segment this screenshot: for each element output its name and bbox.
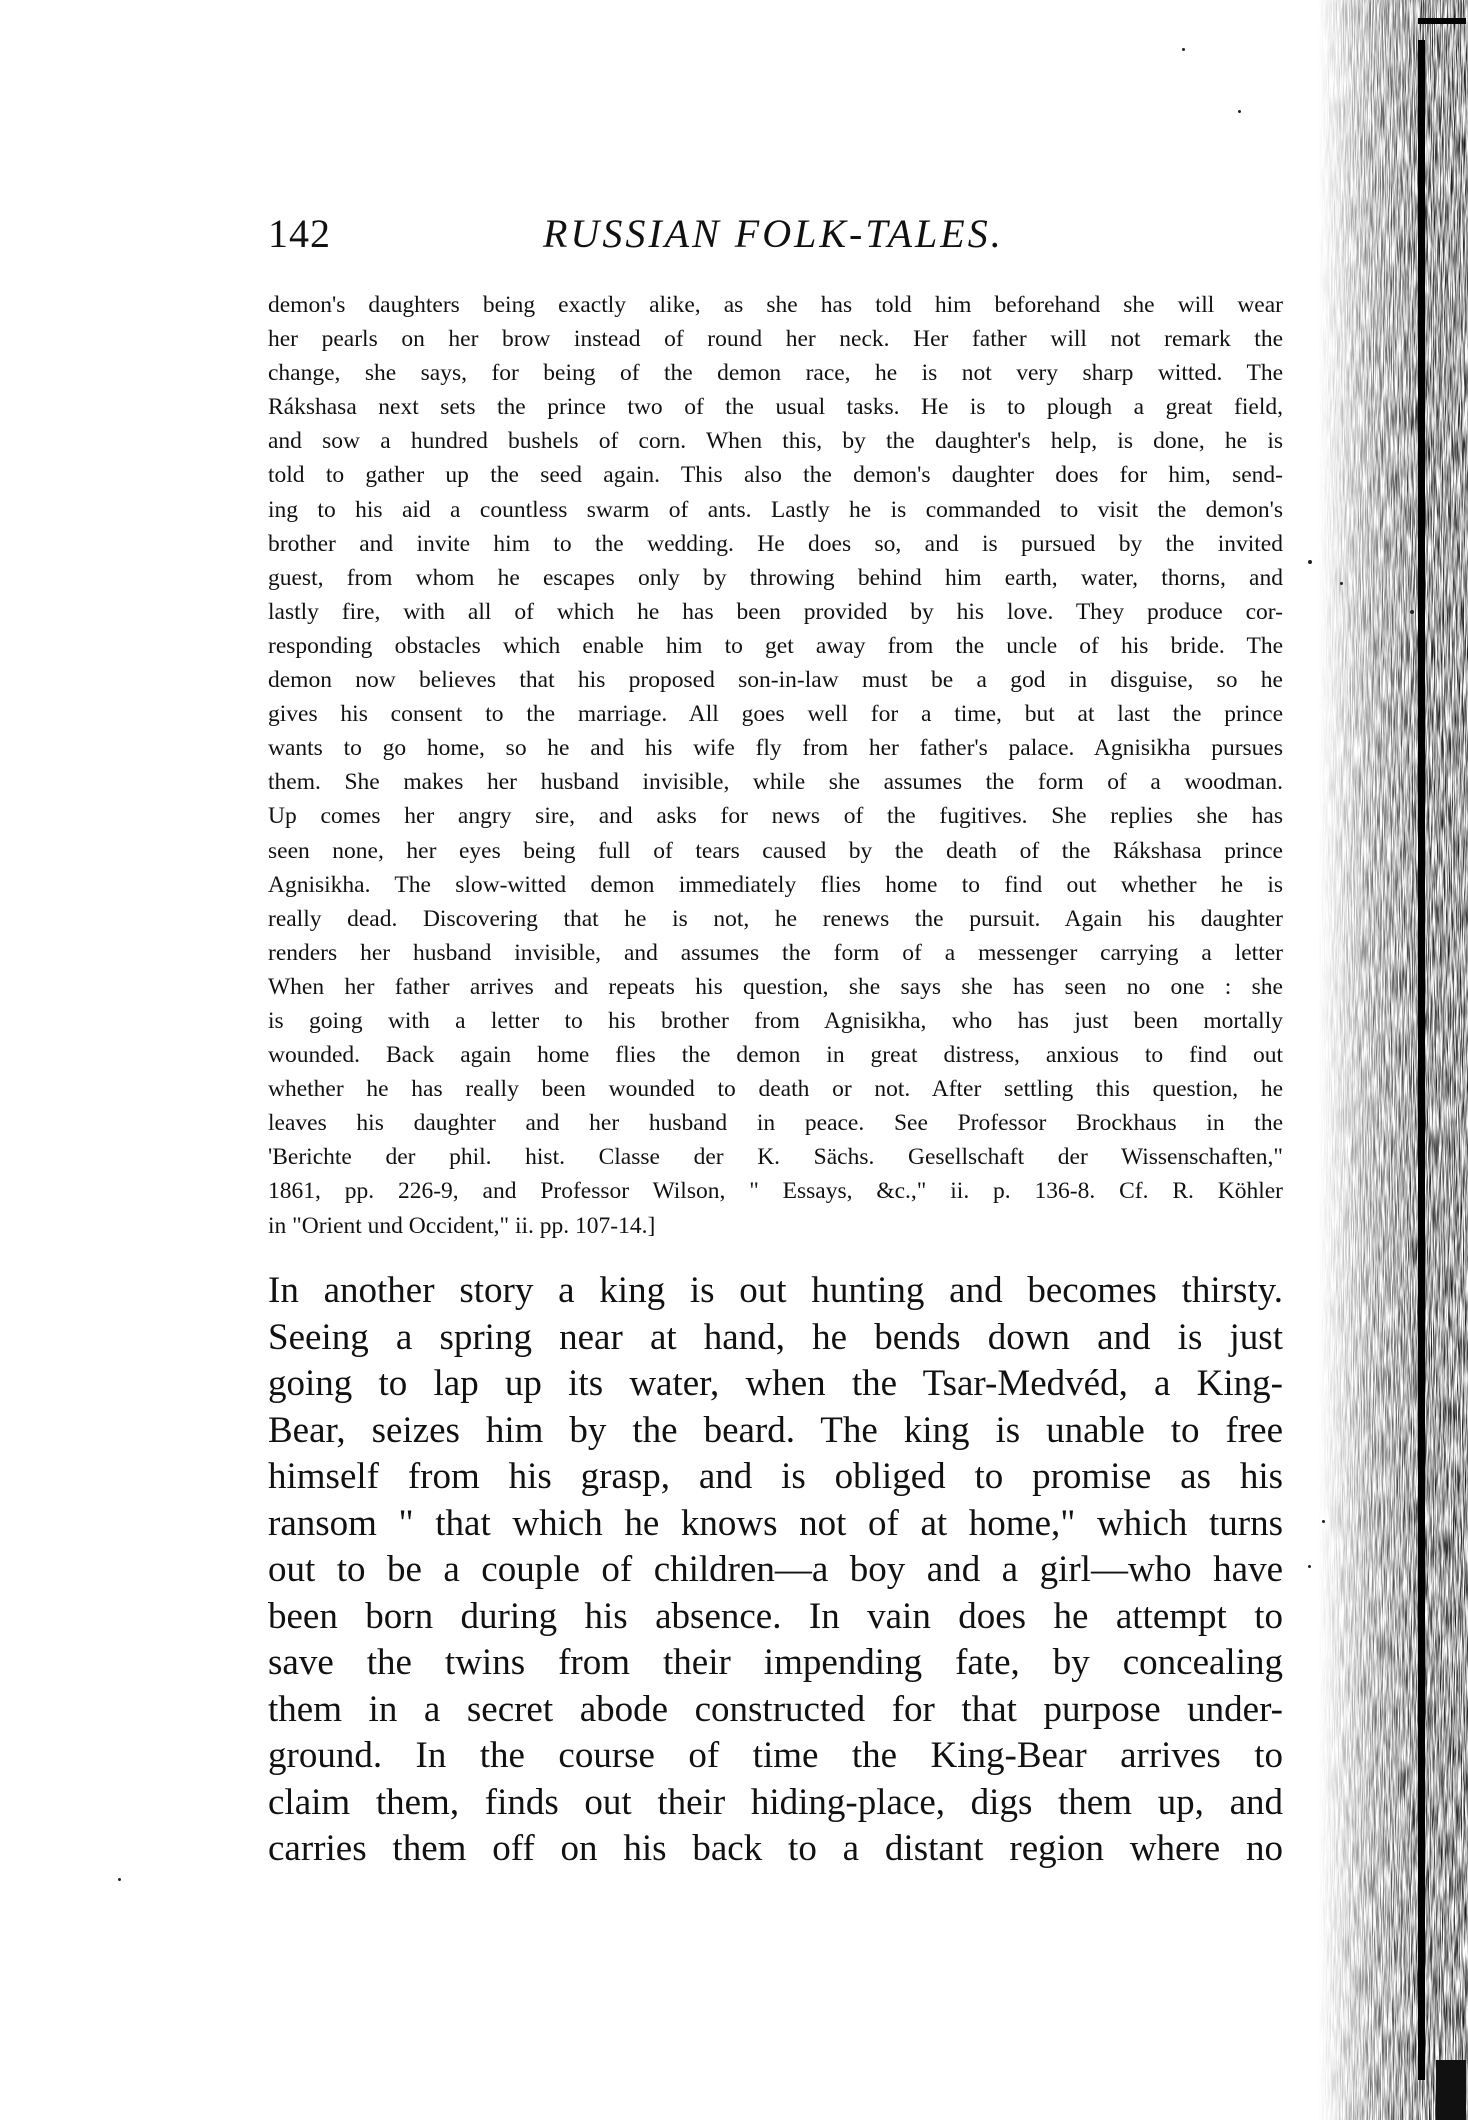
page-header xyxy=(268,210,1283,270)
footnote-line: leaves his daughter and her husband in peace. See Professor Brockhaus in the xyxy=(268,1110,1283,1137)
footnote-line: demon now believes that his proposed son-in-law must be a god in disguise, so he xyxy=(268,667,1283,694)
body-line: Bear, seizes him by the beard. The king is unable to free xyxy=(268,1409,1283,1451)
footnote-line: change, she says, for being of the demon race, he is not very sharp witted. The xyxy=(268,360,1283,387)
body-line: claim them, finds out their hiding-place, digs them up, and xyxy=(268,1781,1283,1823)
footnote-line: renders her husband invisible, and assumes the form of a messenger carrying a letter xyxy=(268,939,1283,966)
footnote-block xyxy=(268,288,1283,1243)
body-line: In another story a king is out hunting and becomes thirsty. xyxy=(268,1270,1283,1311)
scan-speck xyxy=(1410,610,1414,614)
footnote-line: whether he has really been wounded to death or not. After settling this question, he xyxy=(268,1076,1283,1103)
footnote-line: told to gather up the seed again. This also the demon's daughter does for him, send- xyxy=(268,462,1283,489)
footnote-line: wounded. Back again home flies the demon in great distress, anxious to find out xyxy=(268,1042,1283,1069)
scan-speck xyxy=(1238,110,1241,113)
scan-speck xyxy=(1322,1520,1325,1523)
footnote-line: seen none, her eyes being full of tears caused by the death of the Rákshasa prince xyxy=(268,837,1283,864)
footnote-line: her pearls on her brow instead of round her neck. Her father will not remark the xyxy=(268,326,1283,353)
body-paragraph xyxy=(268,1268,1283,1873)
footnote-line: lastly fire, with all of which he has been provided by his love. They produce cor- xyxy=(268,598,1283,625)
body-line: ground. In the course of time the King-Bear arrives to xyxy=(268,1735,1283,1776)
running-title: RUSSIAN FOLK-TALES. xyxy=(543,211,1004,256)
body-line: ransom " that which he knows not of at home," which turns xyxy=(268,1502,1283,1544)
scan-speck xyxy=(1308,560,1312,564)
body-line: going to lap up its water, when the Tsar-Medvéd, a King- xyxy=(268,1363,1283,1404)
footnote-line: them. She makes her husband invisible, while she assumes the form of a woodman. xyxy=(268,769,1283,796)
body-line: Seeing a spring near at hand, he bends down and is just xyxy=(268,1316,1283,1358)
footnote-line: demon's daughters being exactly alike, as she has told him beforehand she will wear xyxy=(268,292,1283,318)
scanned-page-edge xyxy=(1318,0,1468,2120)
footnote-line: really dead. Discovering that he is not, he renews the pursuit. Again his daughter xyxy=(268,905,1283,932)
footnote-line: gives his consent to the marriage. All goes well for a time, but at last the prince xyxy=(268,701,1283,728)
footnote-line: responding obstacles which enable him to get away from the uncle of his bride. The xyxy=(268,632,1283,659)
scan-speck xyxy=(1182,48,1185,51)
scan-speck xyxy=(118,1878,121,1881)
body-line: out to be a couple of children—a boy and a girl—who have xyxy=(268,1549,1283,1590)
footnote-line: and sow a hundred bushels of corn. When this, by the daughter's help, is done, he is xyxy=(268,428,1283,455)
footnote-line: Rákshasa next sets the prince two of the usual tasks. He is to plough a great field, xyxy=(268,394,1283,421)
body-line: save the twins from their impending fate, by concealing xyxy=(268,1642,1283,1683)
footnote-line: wants to go home, so he and his wife fly from her father's palace. Agnisikha pursues xyxy=(268,735,1283,762)
footnote-line: ing to his aid a countless swarm of ants. Lastly he is commanded to visit the demon's xyxy=(268,496,1283,523)
footnote-line: 1861, pp. 226-9, and Professor Wilson, " Essays, &c.," ii. p. 136-8. Cf. R. Köhler xyxy=(268,1178,1283,1205)
footnote-line: 'Berichte der phil. hist. Classe der K. Sächs. Gesellschaft der Wissenschaften," xyxy=(268,1144,1283,1171)
body-line: been born during his absence. In vain does he attempt to xyxy=(268,1595,1283,1637)
footnote-line: is going with a letter to his brother from Agnisikha, who has just been mortally xyxy=(268,1007,1283,1034)
scan-speck xyxy=(1308,1565,1311,1568)
body-line: carries them off on his back to a distant region where no xyxy=(268,1828,1283,1869)
body-line: himself from his grasp, and is obliged to promise as his xyxy=(268,1456,1283,1497)
footnote-line: in "Orient und Occident," ii. pp. 107-14.] xyxy=(268,1212,656,1239)
footnote-line: Agnisikha. The slow-witted demon immediately flies home to find out whether he is xyxy=(268,871,1283,898)
footnote-line: When her father arrives and repeats his question, she says she has seen no one : she xyxy=(268,973,1283,1000)
body-line: them in a secret abode constructed for that purpose under- xyxy=(268,1688,1283,1730)
page-number: 142 xyxy=(268,211,331,256)
scan-speck xyxy=(1340,582,1343,585)
footnote-line: brother and invite him to the wedding. He does so, and is pursued by the invited xyxy=(268,530,1283,557)
footnote-line: guest, from whom he escapes only by throwing behind him earth, water, thorns, and xyxy=(268,564,1283,591)
footnote-line: Up comes her angry sire, and asks for news of the fugitives. She replies she has xyxy=(268,803,1283,830)
